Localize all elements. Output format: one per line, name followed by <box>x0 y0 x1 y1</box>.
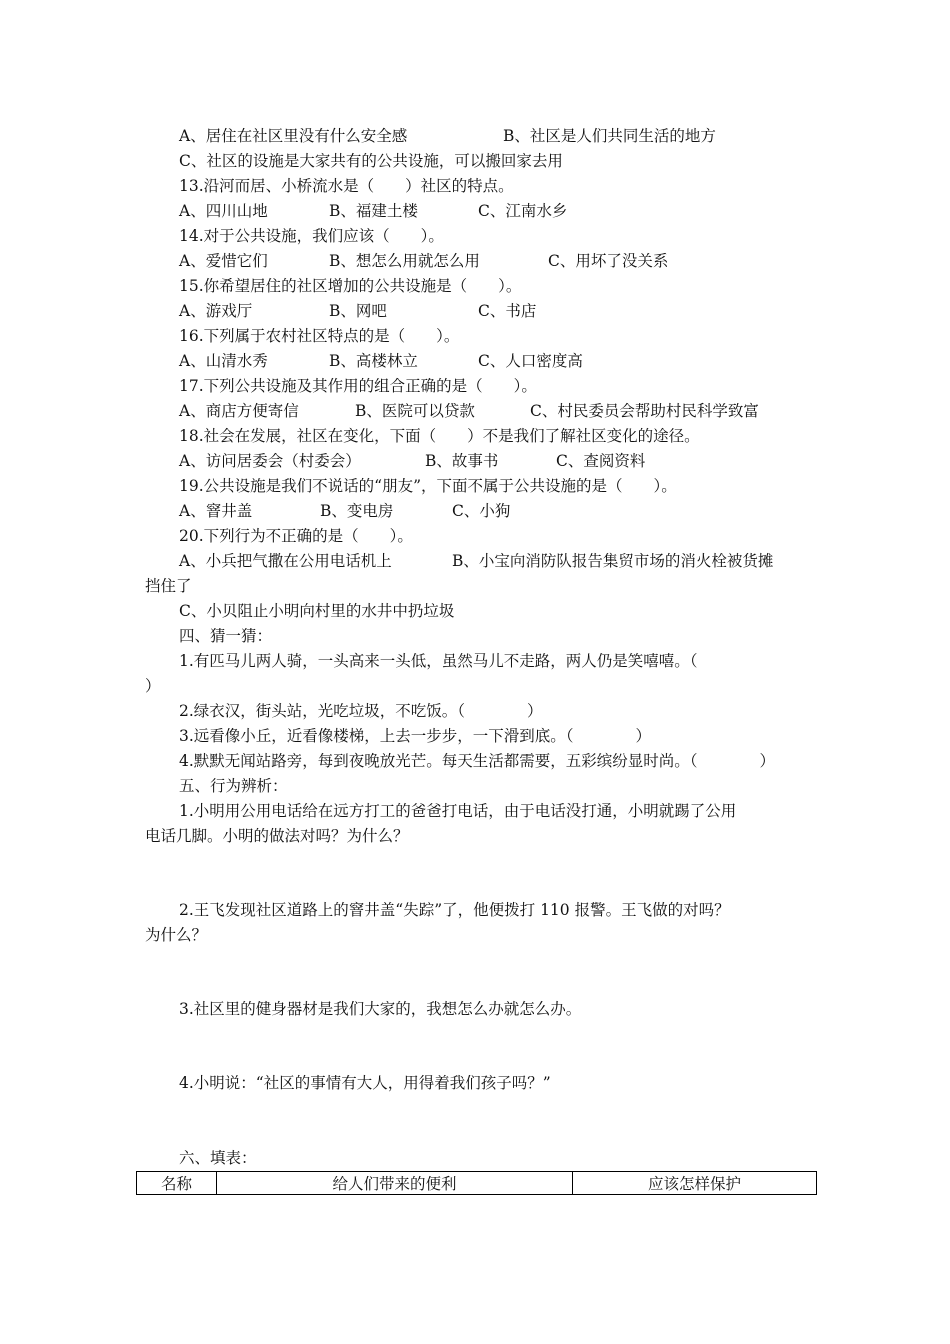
behavior-2-cont: 为什么？ <box>145 926 208 944</box>
q12-option-b: B、社区是人们共同生活的地方 <box>503 127 716 145</box>
behavior-1: 1.小明用公用电话给在远方打工的爸爸打电话，由于电话没打通，小明就踢了公用 <box>179 802 737 820</box>
table-header-convenience: 给人们带来的便利 <box>217 1172 573 1195</box>
q12-option-c: C、社区的设施是大家共有的公共设施，可以搬回家去用 <box>179 152 563 170</box>
q19-option-a: A、窨井盖 <box>179 502 253 520</box>
q17-option-c: C、村民委员会帮助村民科学致富 <box>530 402 759 420</box>
q16-option-c: C、人口密度高 <box>478 352 583 370</box>
q14-option-a: A、爱惜它们 <box>179 252 268 270</box>
q13-question: 13.沿河而居、小桥流水是（ ）社区的特点。 <box>179 177 514 195</box>
q14-option-c: C、用坏了没关系 <box>548 252 669 270</box>
q19-question: 19.公共设施是我们不说话的“朋友”，下面不属于公共设施的是（ ）。 <box>179 477 677 495</box>
behavior-2: 2.王飞发现社区道路上的窨井盖“失踪”了，他便拨打 110 报警。王飞做的对吗？ <box>179 901 730 919</box>
q20-option-a: A、小兵把气撒在公用电话机上 <box>179 552 392 570</box>
q17-option-a: A、商店方便寄信 <box>179 402 299 420</box>
q15-question: 15.你希望居住的社区增加的公共设施是（ ）。 <box>179 277 522 295</box>
q18-option-c: C、查阅资料 <box>556 452 646 470</box>
section-heading-table: 六、填表： <box>179 1149 257 1167</box>
q16-option-b: B、高楼林立 <box>329 352 418 370</box>
behavior-1-cont: 电话几脚。小明的做法对吗？为什么？ <box>145 827 409 845</box>
q20-option-b: B、小宝向消防队报告集贸市场的消火栓被货摊 <box>452 552 774 570</box>
q19-option-c: C、小狗 <box>452 502 511 520</box>
q15-option-a: A、游戏厅 <box>179 302 253 320</box>
guess-3: 3.远看像小丘，近看像楼梯，上去一步步，一下滑到底。（ ） <box>179 727 652 745</box>
fill-table <box>136 1171 817 1195</box>
q17-question: 17.下列公共设施及其作用的组合正确的是（ ）。 <box>179 377 537 395</box>
q16-option-a: A、山清水秀 <box>179 352 268 370</box>
q20-question: 20.下列行为不正确的是（ ）。 <box>179 527 413 545</box>
behavior-3: 3.社区里的健身器材是我们大家的，我想怎么办就怎么办。 <box>179 1000 582 1018</box>
q14-option-b: B、想怎么用就怎么用 <box>329 252 480 270</box>
q13-option-b: B、福建土楼 <box>329 202 418 220</box>
q14-question: 14.对于公共设施，我们应该（ ）。 <box>179 227 444 245</box>
q19-option-b: B、变电房 <box>320 502 394 520</box>
q18-option-b: B、故事书 <box>425 452 499 470</box>
table-header-row <box>137 1172 817 1195</box>
guess-4: 4.默默无闻站路旁，每到夜晚放光芒。每天生活都需要，五彩缤纷显时尚。（ ） <box>179 752 776 770</box>
q18-question: 18.社会在发展，社区在变化，下面（ ）不是我们了解社区变化的途径。 <box>179 427 700 445</box>
q15-option-c: C、书店 <box>478 302 537 320</box>
guess-1-cont: ） <box>145 677 161 695</box>
q20-option-c: C、小贝阻止小明向村里的水井中扔垃圾 <box>179 602 455 620</box>
q13-option-a: A、四川山地 <box>179 202 268 220</box>
q18-option-a: A、访问居委会（村委会） <box>179 452 361 470</box>
q15-option-b: B、网吧 <box>329 302 387 320</box>
section-heading-behavior: 五、行为辨析： <box>179 777 288 795</box>
behavior-4: 4.小明说：“社区的事情有大人，用得着我们孩子吗？” <box>179 1074 551 1092</box>
table-header-protection: 应该怎样保护 <box>573 1172 817 1195</box>
q12-option-a: A、居住在社区里没有什么安全感 <box>179 127 408 145</box>
q13-option-c: C、江南水乡 <box>478 202 568 220</box>
q17-option-b: B、医院可以贷款 <box>355 402 475 420</box>
section-heading-guess: 四、猜一猜： <box>179 627 273 645</box>
table-header-name: 名称 <box>137 1172 217 1195</box>
guess-2: 2.绿衣汉，街头站，光吃垃圾，不吃饭。（ ） <box>179 702 543 720</box>
q20-option-b-cont: 挡住了 <box>145 577 192 595</box>
q16-question: 16.下列属于农村社区特点的是（ ）。 <box>179 327 460 345</box>
guess-1: 1.有匹马儿两人骑，一头高来一头低，虽然马儿不走路，两人仍是笑嘻嘻。（ <box>179 652 698 670</box>
